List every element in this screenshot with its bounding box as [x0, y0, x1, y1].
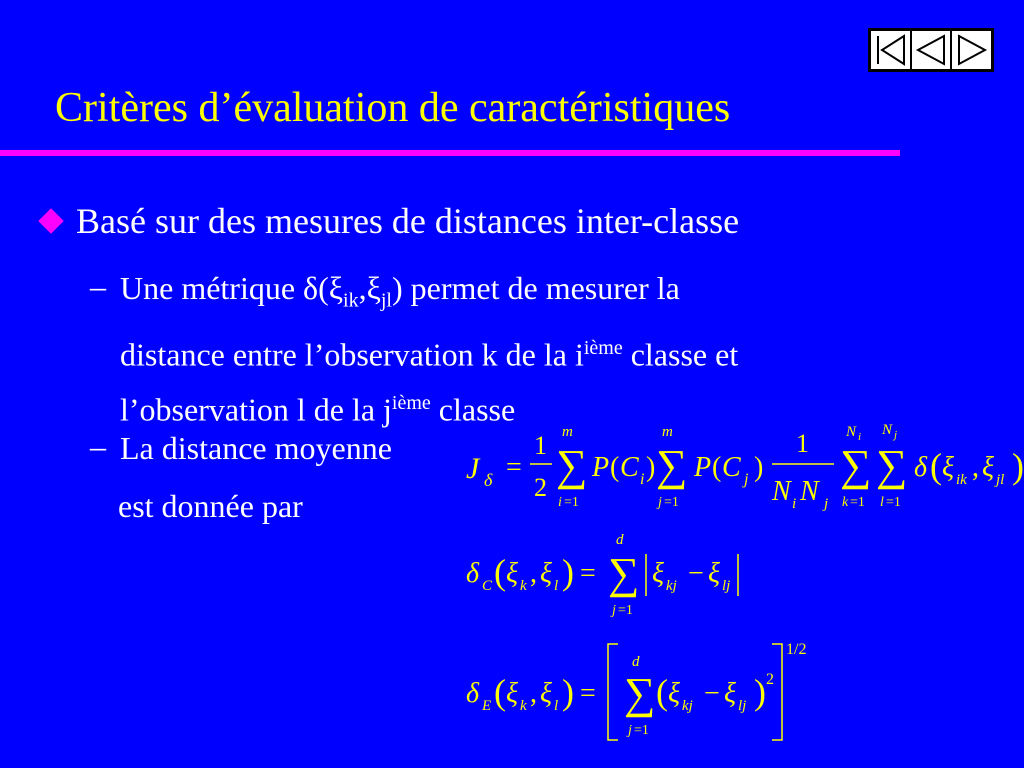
svg-text:C: C: [722, 452, 741, 483]
bullet-item-1: [42, 200, 739, 242]
svg-text:k: k: [520, 578, 527, 594]
svg-text:d: d: [632, 654, 640, 670]
svg-text:N: N: [800, 476, 819, 507]
svg-text:i: i: [640, 471, 645, 488]
svg-text:C: C: [482, 578, 493, 594]
svg-text:ξ: ξ: [708, 558, 720, 589]
slide-navigation: [868, 28, 994, 72]
svg-text:∑: ∑: [556, 441, 588, 490]
svg-text:∑: ∑: [656, 441, 688, 490]
svg-text:N: N: [846, 424, 857, 440]
svg-text:=: =: [580, 678, 596, 709]
svg-text:2: 2: [534, 473, 547, 502]
svg-text:): ): [1012, 446, 1024, 486]
svg-text:k: k: [520, 698, 527, 714]
svg-text:∑: ∑: [840, 441, 872, 490]
svg-text:N: N: [882, 422, 893, 438]
svg-text:δ: δ: [484, 470, 493, 490]
svg-text:2: 2: [766, 671, 774, 688]
svg-text:=1: =1: [634, 723, 649, 738]
svg-text:(: (: [610, 452, 620, 483]
sub-bullet-dash: –: [90, 268, 106, 304]
svg-text:j: j: [824, 496, 829, 512]
svg-text:∑: ∑: [624, 669, 656, 718]
svg-text:i: i: [558, 495, 562, 510]
sub-bullet-1-line-1: Une métrique $\delta(\xi_{ik},\xi_{jl})$ permet de mesurer la: [120, 270, 680, 312]
svg-text:i: i: [858, 431, 862, 443]
svg-text:l: l: [554, 578, 559, 594]
svg-text:jl: jl: [996, 472, 1005, 488]
svg-text:): ): [562, 672, 574, 712]
svg-text:,: ,: [530, 558, 537, 589]
svg-text:): ): [562, 552, 574, 592]
first-slide-icon[interactable]: [871, 31, 910, 69]
svg-text:j: j: [744, 471, 749, 488]
svg-text:): ): [754, 452, 764, 483]
svg-text:(: (: [656, 672, 668, 712]
svg-text:kj: kj: [682, 698, 693, 714]
sub-bullet-1-line-3: l’observation l de la $j^{ième}$ classe: [120, 391, 516, 428]
svg-text:1: 1: [534, 431, 547, 460]
svg-text:(: (: [712, 452, 722, 483]
svg-text:δ: δ: [466, 558, 480, 589]
svg-text:1/2: 1/2: [786, 641, 807, 658]
svg-text:=1: =1: [564, 495, 579, 510]
svg-text:kj: kj: [666, 578, 677, 594]
bullet-diamond-icon: [38, 208, 63, 233]
title-underline: [0, 150, 900, 156]
svg-text:ξ: ξ: [540, 558, 552, 589]
svg-text:ξ: ξ: [652, 558, 664, 589]
svg-text:=: =: [580, 558, 596, 589]
svg-text:δ: δ: [466, 678, 480, 709]
svg-text:d: d: [616, 532, 624, 548]
svg-text:k: k: [842, 495, 849, 510]
svg-text:lj: lj: [738, 698, 747, 714]
svg-text:ξ: ξ: [540, 678, 552, 709]
svg-text:δ: δ: [914, 452, 928, 483]
svg-text:i: i: [792, 496, 797, 512]
sub-bullet-1: [120, 264, 738, 434]
svg-text:j: j: [628, 723, 632, 738]
svg-text:E: E: [482, 698, 492, 714]
svg-text:ξ: ξ: [506, 558, 518, 589]
svg-text:m: m: [562, 424, 573, 440]
svg-text:ξ: ξ: [506, 678, 518, 709]
svg-text:j: j: [894, 429, 898, 441]
svg-text:−: −: [704, 678, 720, 709]
slide-title: Critères d’évaluation de caractéristiques: [55, 85, 731, 131]
svg-text:ξ: ξ: [982, 452, 994, 483]
svg-text:,: ,: [530, 678, 537, 709]
sub-bullet-1-line-2: distance entre l’observation k de la $i^{ième}$ classe et: [120, 337, 739, 374]
svg-text:P: P: [694, 452, 712, 483]
equation-city-block-distance: [462, 530, 762, 627]
svg-text:m: m: [662, 424, 673, 440]
equation-mean-distance: [462, 418, 1022, 523]
svg-text:(: (: [494, 672, 506, 712]
previous-slide-icon[interactable]: [912, 31, 951, 69]
svg-text:ξ: ξ: [668, 678, 680, 709]
svg-text:−: −: [688, 558, 704, 589]
svg-text:j: j: [612, 603, 616, 618]
svg-text:=1: =1: [664, 495, 679, 510]
equation-euclidean-distance: [462, 634, 822, 751]
svg-text:N: N: [772, 476, 791, 507]
svg-text:C: C: [620, 452, 639, 483]
svg-text:∑: ∑: [876, 441, 908, 490]
svg-text:ik: ik: [956, 472, 967, 488]
svg-text:): ): [646, 452, 656, 483]
svg-text:∑: ∑: [608, 549, 640, 598]
svg-text:=1: =1: [850, 495, 865, 510]
svg-text:,: ,: [972, 452, 979, 483]
svg-text:ξ: ξ: [942, 452, 954, 483]
svg-text:P: P: [592, 452, 610, 483]
sub-bullet-2: [120, 424, 392, 472]
svg-text:=: =: [506, 452, 522, 483]
svg-text:): ): [754, 672, 766, 712]
sub-bullet-2-line-2: est donnée par: [118, 488, 303, 524]
sub-bullet-dash: –: [90, 428, 106, 464]
svg-text:l: l: [554, 698, 559, 714]
svg-text:1: 1: [796, 429, 809, 458]
svg-text:(: (: [930, 446, 942, 486]
sub-bullet-2-line-1: La distance moyenne: [120, 430, 392, 466]
svg-text:l: l: [880, 495, 884, 510]
svg-text:lj: lj: [722, 578, 731, 594]
svg-text:J: J: [466, 452, 480, 485]
svg-text:(: (: [494, 552, 506, 592]
svg-text:=1: =1: [618, 603, 633, 618]
svg-text:j: j: [658, 495, 662, 510]
next-slide-icon[interactable]: [952, 31, 991, 69]
svg-text:ξ: ξ: [724, 678, 736, 709]
bullet-1-text: Basé sur des mesures de distances inter-classe: [76, 201, 740, 241]
svg-text:=1: =1: [886, 495, 901, 510]
